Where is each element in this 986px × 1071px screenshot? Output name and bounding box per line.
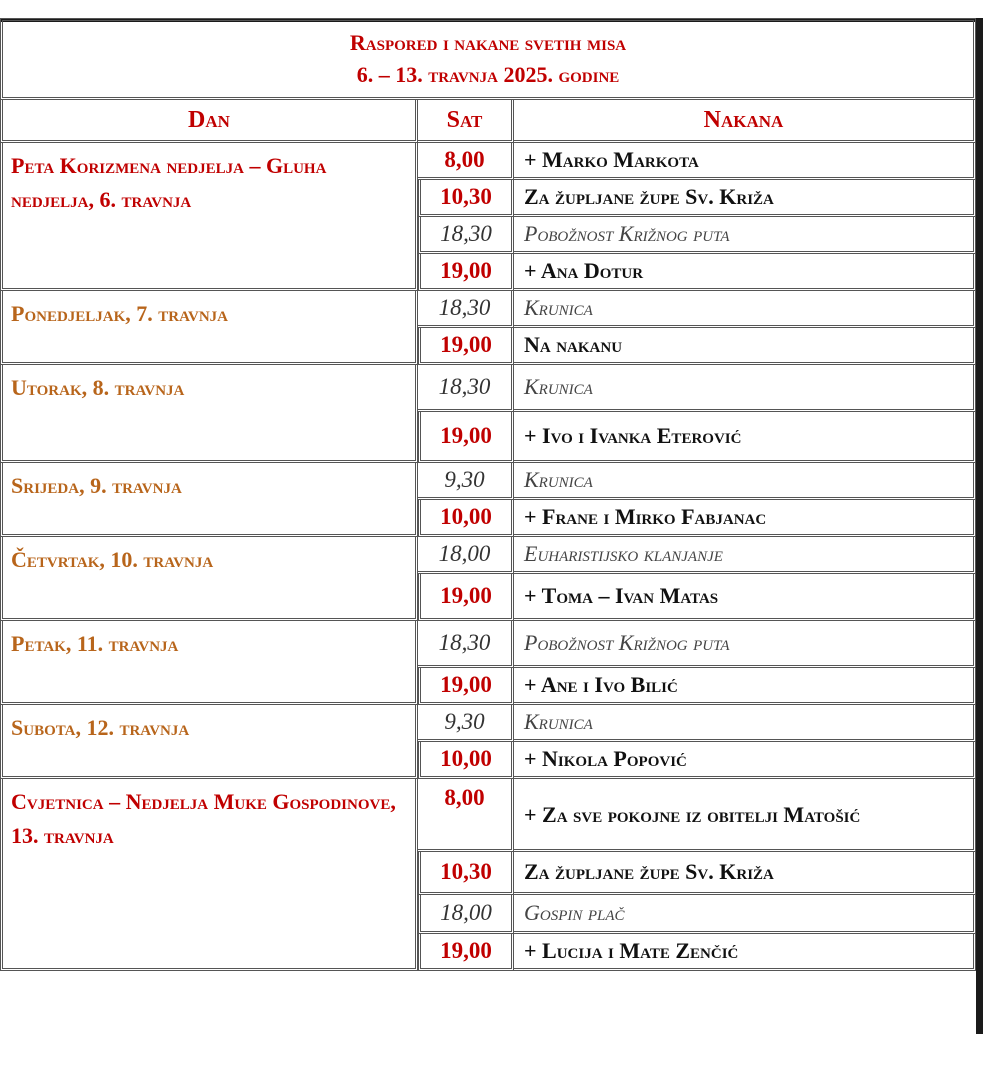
devotion-time: 9,30 <box>418 463 514 500</box>
schedule-title <box>0 18 976 100</box>
mass-intention: Za župljane župe Sv. Križa <box>514 852 976 895</box>
day-label: Peta Korizmena nedjelja – Gluha nedjelja, 6. travnja <box>0 143 418 291</box>
mass-time: 19,00 <box>418 254 514 291</box>
mass-time: 19,00 <box>418 668 514 705</box>
table-row <box>0 705 976 742</box>
mass-time: 19,00 <box>418 934 514 971</box>
mass-intention: + Marko Markota <box>514 143 976 180</box>
day-label: Ponedjeljak, 7. travnja <box>0 291 418 365</box>
mass-intention: Za župljane župe Sv. Križa <box>514 180 976 217</box>
title-line-2: 6. – 13. travnja 2025. godine <box>356 62 620 87</box>
mass-time: 10,30 <box>418 852 514 895</box>
devotion-name: Euharistijsko klanjanje <box>514 537 976 574</box>
mass-time: 8,00 <box>418 143 514 180</box>
mass-intention: + Lucija i Mate Zenčić <box>514 934 976 971</box>
mass-time: 19,00 <box>418 412 514 463</box>
table-row <box>0 143 976 180</box>
devotion-time: 18,00 <box>418 895 514 934</box>
mass-schedule-table <box>0 18 976 971</box>
devotion-time: 18,30 <box>418 217 514 254</box>
table-row <box>0 365 976 412</box>
devotion-time: 18,30 <box>418 365 514 412</box>
mass-intention: + Ana Dotur <box>514 254 976 291</box>
devotion-name: Gospin plač <box>514 895 976 934</box>
devotion-time: 18,30 <box>418 621 514 668</box>
devotion-name: Krunica <box>514 705 976 742</box>
mass-time: 19,00 <box>418 574 514 621</box>
day-label: Petak, 11. travnja <box>0 621 418 705</box>
column-header-day: Dan <box>0 100 418 143</box>
mass-intention: + Za sve pokojne iz obitelji Matošić <box>514 779 976 852</box>
devotion-name: Pobožnost Križnog puta <box>514 217 976 254</box>
mass-time: 10,00 <box>418 500 514 537</box>
mass-time: 10,30 <box>418 180 514 217</box>
devotion-name: Pobožnost Križnog puta <box>514 621 976 668</box>
column-header-intent: Nakana <box>514 100 976 143</box>
mass-intention: Na nakanu <box>514 328 976 365</box>
column-header-time: Sat <box>418 100 514 143</box>
devotion-name: Krunica <box>514 291 976 328</box>
mass-intention: + Ane i Ivo Bilić <box>514 668 976 705</box>
mass-time: 10,00 <box>418 742 514 779</box>
devotion-time: 18,30 <box>418 291 514 328</box>
mass-time: 8,00 <box>418 779 514 852</box>
mass-intention: + Ivo i Ivanka Eterović <box>514 412 976 463</box>
day-label: Srijeda, 9. travnja <box>0 463 418 537</box>
devotion-time: 9,30 <box>418 705 514 742</box>
devotion-name: Krunica <box>514 463 976 500</box>
day-label: Subota, 12. travnja <box>0 705 418 779</box>
day-label: Četvrtak, 10. travnja <box>0 537 418 621</box>
table-row <box>0 537 976 574</box>
mass-intention: + Toma – Ivan Matas <box>514 574 976 621</box>
schedule-sheet <box>0 18 980 1034</box>
devotion-time: 18,00 <box>418 537 514 574</box>
table-row <box>0 463 976 500</box>
mass-intention: + Frane i Mirko Fabjanac <box>514 500 976 537</box>
table-row <box>0 291 976 328</box>
day-label: Utorak, 8. travnja <box>0 365 418 463</box>
devotion-name: Krunica <box>514 365 976 412</box>
day-label: Cvjetnica – Nedjelja Muke Gospodinove, 13. travnja <box>0 779 418 971</box>
title-line-1: Raspored i nakane svetih misa <box>349 30 627 55</box>
table-row <box>0 779 976 852</box>
mass-intention: + Nikola Popović <box>514 742 976 779</box>
table-row <box>0 621 976 668</box>
mass-time: 19,00 <box>418 328 514 365</box>
